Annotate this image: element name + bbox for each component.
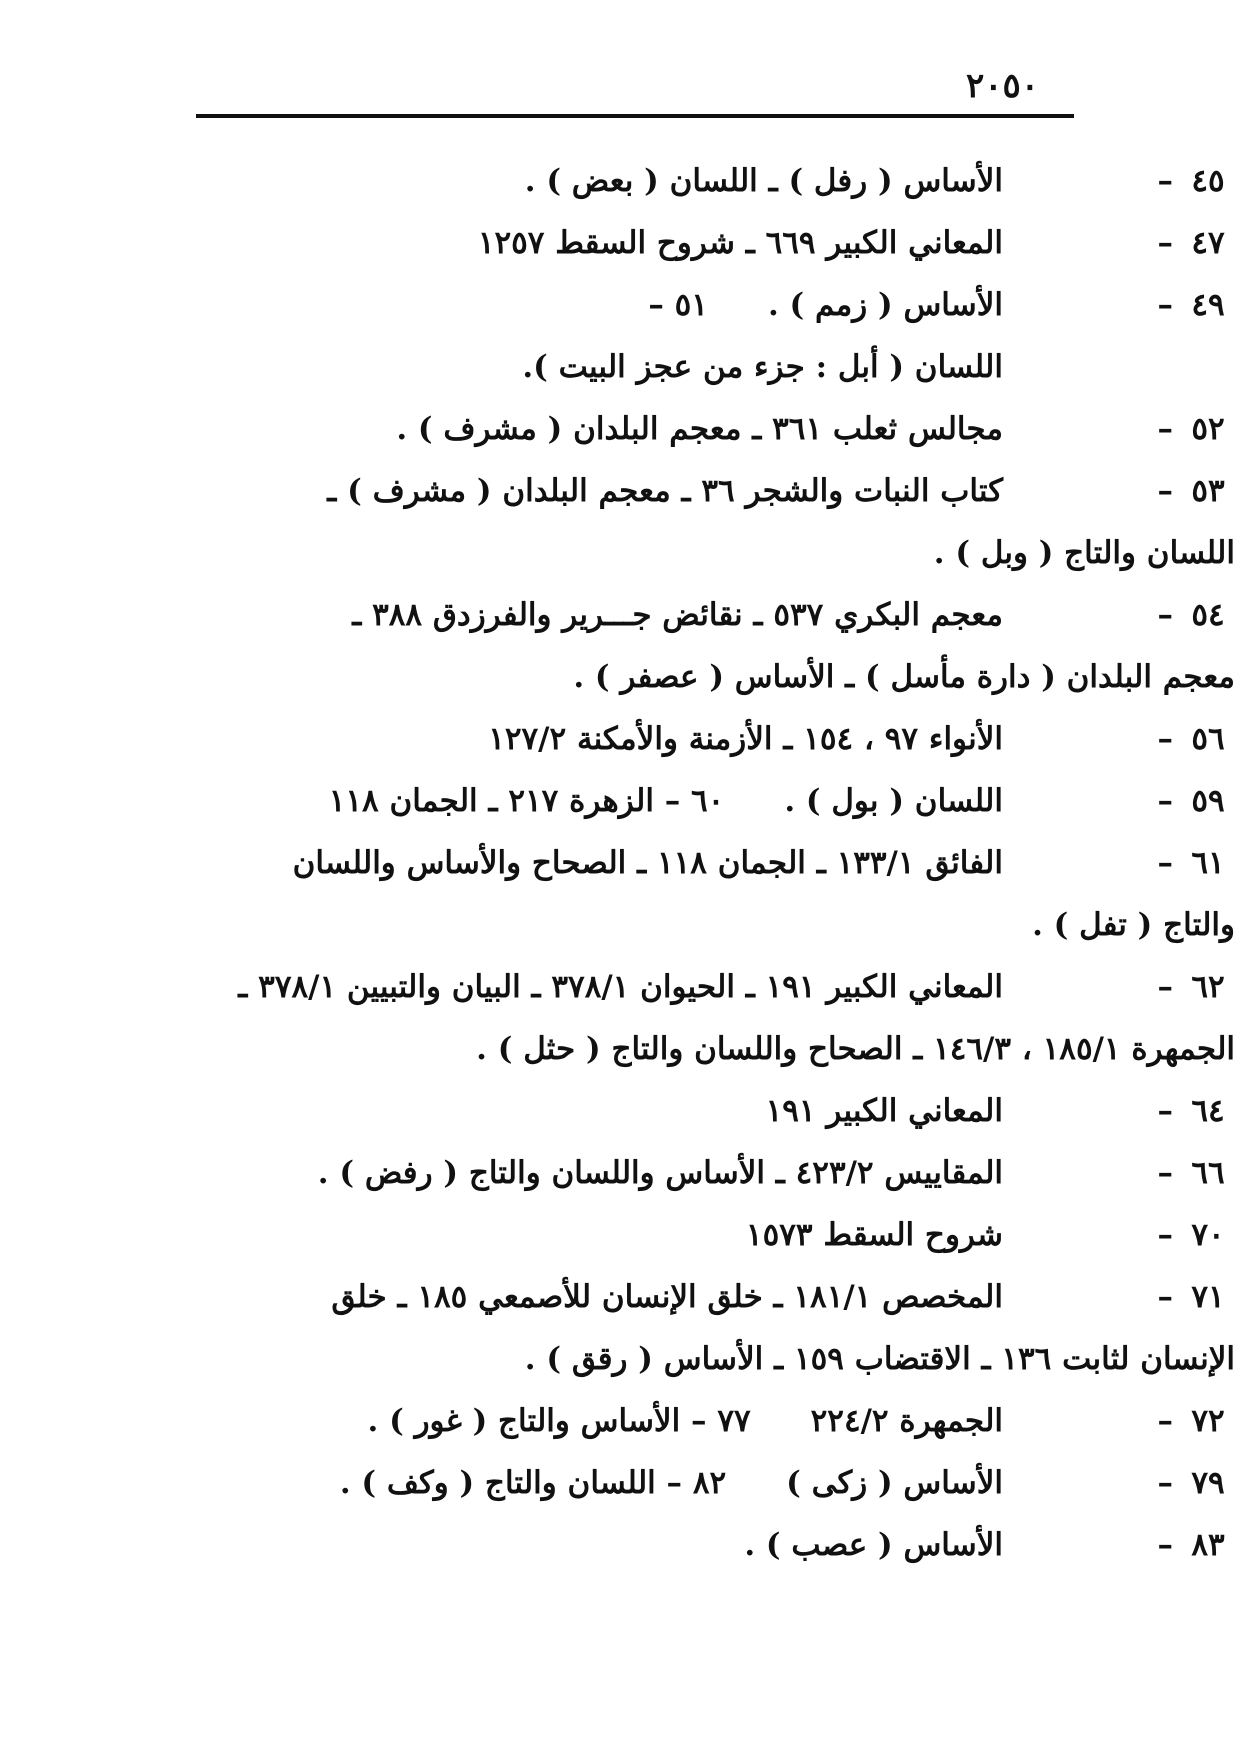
note-entry xyxy=(195,1080,1225,1142)
note-entry xyxy=(195,1204,1225,1266)
note-entry xyxy=(195,1452,1225,1514)
note-entry xyxy=(195,460,1235,584)
note-text: المعاني الكبير ٦٦٩ ـ شروح السقط ١٢٥٧ xyxy=(477,225,1003,261)
note-entry xyxy=(195,1142,1225,1204)
note-entry xyxy=(195,1514,1225,1576)
note-number: ٨٣ xyxy=(1191,1527,1225,1563)
note-continuation: معجم البلدان ( دارة مأسل ) ـ الأساس ( عصفر ) . xyxy=(573,659,1235,695)
note-text: كتاب النبات والشجر ٣٦ ـ معجم البلدان ( مشرف ) ـ xyxy=(327,473,1003,509)
note-number-secondary: ٦٠ xyxy=(691,783,725,819)
note-entry xyxy=(195,398,1225,460)
note-dash: – xyxy=(1157,1217,1173,1253)
note-text: المعاني الكبير ١٩١ xyxy=(765,1093,1003,1129)
note-dash: – xyxy=(1157,969,1173,1005)
note-dash: – xyxy=(1157,1155,1173,1191)
note-number: ٤٥ xyxy=(1191,163,1225,199)
note-number: ٥٤ xyxy=(1191,597,1225,633)
note-text: معجم البكري ٥٣٧ ـ نقائض جـــرير والفرزدق ٣٨٨ ـ xyxy=(352,597,1003,633)
note-number: ٤٩ xyxy=(1191,287,1225,323)
note-number: ٥٩ xyxy=(1191,783,1225,819)
note-dash: – xyxy=(1157,1527,1173,1563)
note-dash: – xyxy=(1157,163,1173,199)
note-number: ٧١ xyxy=(1191,1279,1225,1315)
note-text: الأساس ( زكى ) xyxy=(786,1465,1003,1501)
note-dash: – xyxy=(1157,783,1173,819)
note-text: المعاني الكبير ١٩١ ـ الحيوان ٣٧٨/١ ـ البيان والتبيين ٣٧٨/١ ـ xyxy=(238,969,1003,1005)
note-text: الأساس ( رفل ) ـ اللسان ( بعض ) . xyxy=(524,163,1003,199)
note-entry xyxy=(195,708,1225,770)
note-text: الأساس ( عصب ) . xyxy=(744,1527,1003,1563)
note-dash: – xyxy=(1157,473,1173,509)
note-text-secondary: اللسان والتاج ( وكف ) . xyxy=(339,1465,656,1501)
note-text: الأساس ( زمم ) . xyxy=(767,287,1003,323)
note-number: ٤٧ xyxy=(1191,225,1225,261)
note-entry xyxy=(195,770,1225,832)
note-number: ٧٠ xyxy=(1191,1217,1225,1253)
note-dash: – xyxy=(1157,597,1173,633)
note-text-secondary: الزهرة ٢١٧ ـ الجمان ١١٨ xyxy=(328,783,654,819)
note-continuation: الجمهرة ١٨٥/١ ، ١٤٦/٣ ـ الصحاح واللسان والتاج ( حثل ) . xyxy=(476,1031,1235,1067)
note-dash: – xyxy=(1157,721,1173,757)
note-text-secondary: اللسان ( أبل : جزء من عجز البيت ). xyxy=(522,349,1003,385)
note-dash-secondary: – xyxy=(664,783,681,819)
note-text: شروح السقط ١٥٧٣ xyxy=(745,1217,1003,1253)
note-number: ٧٢ xyxy=(1191,1403,1225,1439)
note-continuation: اللسان والتاج ( وبل ) . xyxy=(933,535,1235,571)
note-number: ٦٦ xyxy=(1191,1155,1225,1191)
note-dash: – xyxy=(1157,1465,1173,1501)
note-text-secondary: الأساس والتاج ( غور ) . xyxy=(367,1403,681,1439)
note-entry xyxy=(195,832,1235,956)
note-text: الجمهرة ٢٢٤/٢ xyxy=(810,1403,1003,1439)
note-dash: – xyxy=(1157,411,1173,447)
note-entry xyxy=(195,1266,1235,1390)
note-entry xyxy=(195,584,1235,708)
note-number-secondary: ٥١ xyxy=(674,287,708,323)
note-entry xyxy=(195,274,1225,398)
note-text: المخصص ١٨١/١ ـ خلق الإنسان للأصمعي ١٨٥ ـ خلق xyxy=(331,1279,1003,1315)
note-entry xyxy=(195,956,1235,1080)
note-number: ٦٢ xyxy=(1191,969,1225,1005)
note-text: اللسان ( بول ) . xyxy=(784,783,1003,819)
note-number: ٦١ xyxy=(1191,845,1225,881)
note-dash: – xyxy=(1157,287,1173,323)
note-number: ٧٩ xyxy=(1191,1465,1225,1501)
header-rule xyxy=(196,114,1074,118)
note-number: ٥٣ xyxy=(1191,473,1225,509)
note-entry xyxy=(195,1390,1225,1452)
note-dash-secondary: – xyxy=(666,1465,683,1501)
page-number: ٢٠٥٠ xyxy=(965,66,1039,106)
note-dash: – xyxy=(1157,1093,1173,1129)
note-text: مجالس ثعلب ٣٦١ ـ معجم البلدان ( مشرف ) . xyxy=(396,411,1003,447)
note-dash: – xyxy=(1157,845,1173,881)
note-number: ٥٢ xyxy=(1191,411,1225,447)
note-dash: – xyxy=(1157,1403,1173,1439)
note-dash-secondary: – xyxy=(648,287,664,323)
note-continuation: الإنسان لثابت ١٣٦ ـ الاقتضاب ١٥٩ ـ الأساس ( رقق ) . xyxy=(524,1341,1235,1377)
note-dash: – xyxy=(1157,1279,1173,1315)
note-text: الأنواء ٩٧ ، ١٥٤ ـ الأزمنة والأمكنة ١٢٧/٢ xyxy=(488,721,1003,757)
note-entry xyxy=(195,150,1225,212)
notes-list xyxy=(195,150,1235,1576)
note-number: ٦٤ xyxy=(1191,1093,1225,1129)
note-number: ٥٦ xyxy=(1191,721,1225,757)
note-continuation: والتاج ( تفل ) . xyxy=(1032,907,1235,943)
note-text: الفائق ١٣٣/١ ـ الجمان ١١٨ ـ الصحاح والأساس واللسان xyxy=(292,845,1003,881)
note-text: المقاييس ٤٢٣/٢ ـ الأساس واللسان والتاج ( رفض ) . xyxy=(317,1155,1003,1191)
note-entry xyxy=(195,212,1225,274)
note-number-secondary: ٧٧ xyxy=(717,1403,751,1439)
note-dash: – xyxy=(1157,225,1173,261)
note-dash-secondary: – xyxy=(691,1403,707,1439)
note-number-secondary: ٨٢ xyxy=(692,1465,727,1501)
